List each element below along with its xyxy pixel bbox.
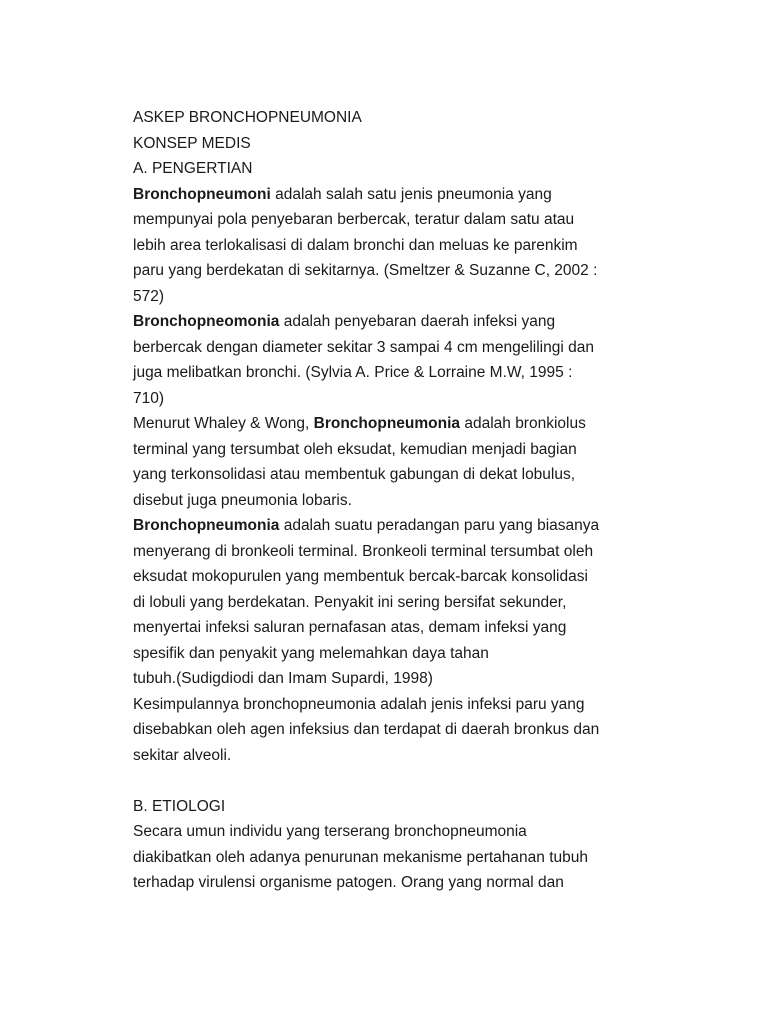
paragraph-line: 572) xyxy=(133,287,165,305)
text-span: adalah bronkiolus xyxy=(460,415,586,432)
paragraph-line xyxy=(133,182,643,208)
paragraph-line: menyertai infeksi saluran pernafasan atas, demam infeksi yang xyxy=(133,619,567,636)
paragraph-6 xyxy=(133,819,643,896)
paragraph-line: 710) xyxy=(133,389,165,407)
document-subtitle: KONSEP MEDIS xyxy=(133,134,251,152)
document-title: ASKEP BRONCHOPNEUMONIA xyxy=(133,109,362,126)
paragraph-line: yang terkonsolidasi atau membentuk gabungan di dekat lobulus, xyxy=(133,466,576,483)
paragraph-line xyxy=(133,513,643,539)
paragraph-line: terminal yang tersumbat oleh eksudat, kemudian menjadi bagian xyxy=(133,440,577,458)
paragraph-line: Kesimpulannya bronchopneumonia adalah jenis infeksi paru yang xyxy=(133,695,585,713)
paragraph-line: berbercak dengan diameter sekitar 3 sampai 4 cm mengelilingi dan xyxy=(133,338,594,356)
paragraph-line xyxy=(133,309,643,335)
text-span: Menurut Whaley & Wong, xyxy=(133,415,314,432)
text-span: adalah penyebaran daerah infeksi yang xyxy=(279,313,556,330)
paragraph-2 xyxy=(133,309,643,411)
bold-term: Bronchopneumoni xyxy=(133,185,271,203)
paragraph-line: spesifik dan penyakit yang melemahkan daya tahan xyxy=(133,644,489,662)
text-span: adalah suatu peradangan paru yang biasanya xyxy=(279,517,600,534)
paragraph-5 xyxy=(133,692,643,769)
blank-line xyxy=(133,768,643,794)
paragraph-line: di lobuli yang berdekatan. Penyakit ini sering bersifat sekunder, xyxy=(133,593,567,611)
paragraph-line: diakibatkan oleh adanya penurunan mekanisme pertahanan tubuh xyxy=(133,848,589,866)
bold-term: Bronchopneomonia xyxy=(133,313,280,330)
paragraph-line: sekitar alveoli. xyxy=(133,746,232,764)
paragraph-line: lebih area terlokalisasi di dalam bronchi dan meluas ke parenkim xyxy=(133,236,578,254)
paragraph-line: paru yang berdekatan di sekitarnya. (Smeltzer & Suzanne C, 2002 : xyxy=(133,262,598,279)
paragraph-line: disebabkan oleh agen infeksius dan terdapat di daerah bronkus dan xyxy=(133,721,600,738)
paragraph-line: juga melibatkan bronchi. (Sylvia A. Price & Lorraine M.W, 1995 : xyxy=(133,364,573,381)
paragraph-1 xyxy=(133,182,643,310)
section-a-heading: A. PENGERTIAN xyxy=(133,160,253,177)
text-span: adalah salah satu jenis pneumonia yang xyxy=(270,185,552,203)
paragraph-line: terhadap virulensi organisme patogen. Orang yang normal dan xyxy=(133,874,564,891)
paragraph-line: tubuh.(Sudigdiodi dan Imam Supardi, 1998) xyxy=(133,670,433,687)
document-page xyxy=(133,105,643,896)
section-b-heading: B. ETIOLOGI xyxy=(133,797,226,815)
paragraph-line xyxy=(133,411,643,437)
paragraph-line: Secara umun individu yang terserang bronchopneumonia xyxy=(133,823,527,840)
paragraph-4 xyxy=(133,513,643,692)
bold-term: Bronchopneumonia xyxy=(133,517,280,534)
paragraph-line: menyerang di bronkeoli terminal. Bronkeoli terminal tersumbat oleh xyxy=(133,542,594,560)
paragraph-3 xyxy=(133,411,643,513)
bold-term: Bronchopneumonia xyxy=(313,415,461,432)
paragraph-line: disebut juga pneumonia lobaris. xyxy=(133,491,352,509)
paragraph-line: eksudat mokopurulen yang membentuk bercak-barcak konsolidasi xyxy=(133,568,588,585)
paragraph-line: mempunyai pola penyebaran berbercak, teratur dalam satu atau xyxy=(133,211,575,228)
